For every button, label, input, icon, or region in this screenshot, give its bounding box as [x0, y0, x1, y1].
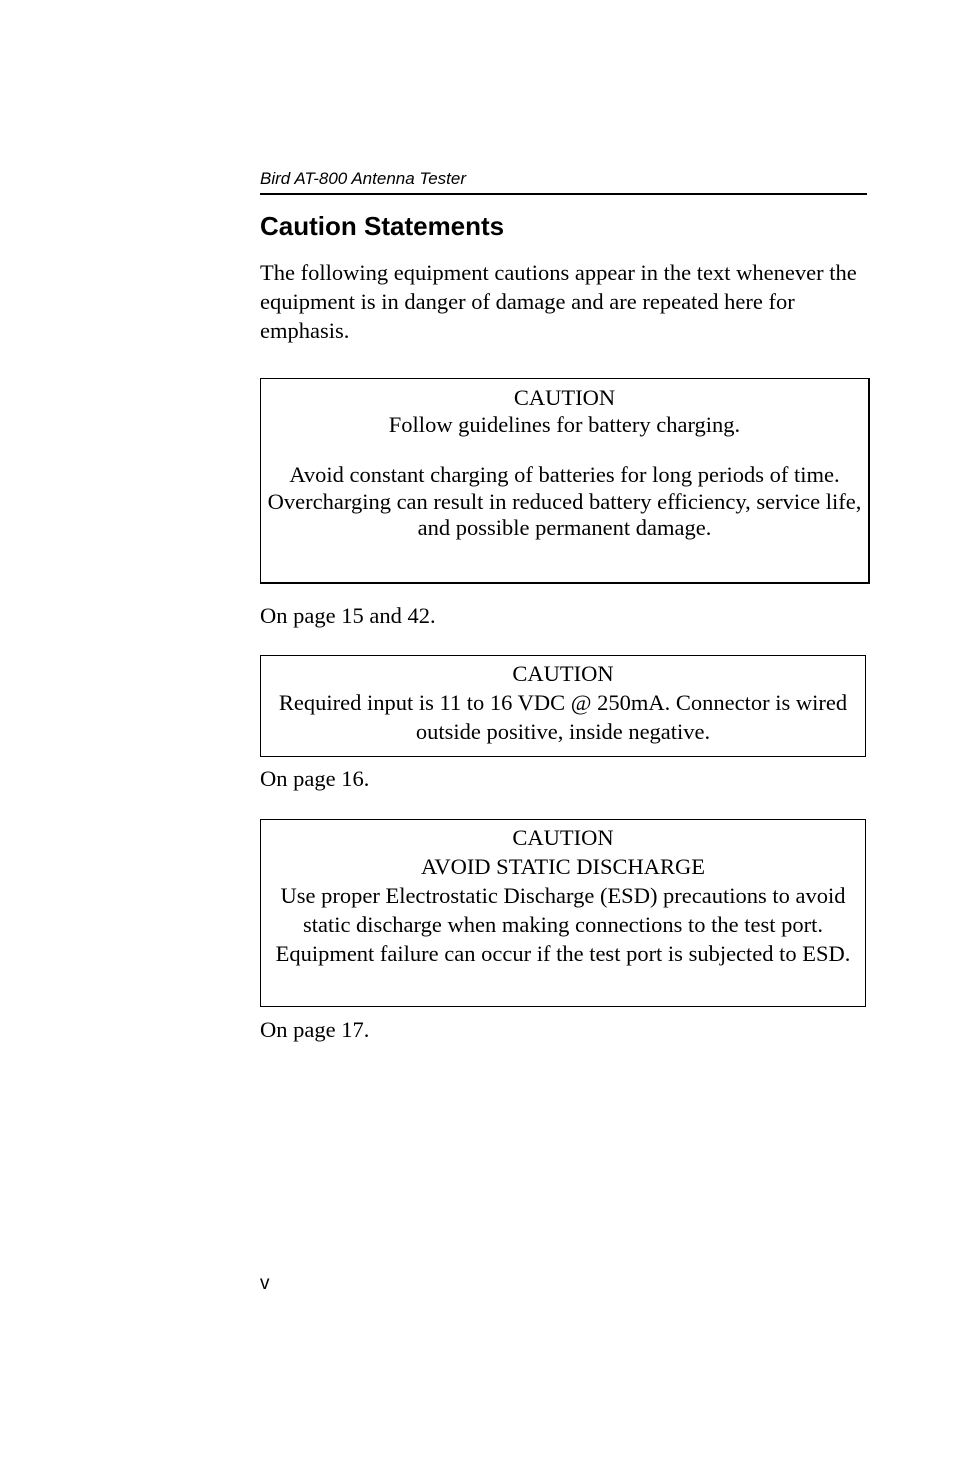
intro-paragraph: The following equipment cautions appear in the text whenever the equipment is in danger of damage and are repeated here for emphasis.	[260, 260, 857, 343]
caution-heading: CAUTION	[512, 825, 614, 850]
section-title: Caution Statements	[260, 211, 505, 241]
header-rule	[260, 193, 867, 195]
running-header: Bird AT-800 Antenna Tester	[260, 169, 467, 188]
caution-box-input-power	[260, 655, 866, 757]
page-number: v	[260, 1273, 270, 1294]
caution-reference: On page 16.	[260, 766, 370, 791]
caution-body: Avoid constant charging of batteries for long periods of time. Overcharging can result in reduced battery efficiency, service life, and possible permanent damage.	[267, 462, 862, 540]
caution-box-battery	[260, 378, 870, 584]
caution-heading: CAUTION	[513, 385, 616, 410]
caution-subheading: AVOID STATIC DISCHARGE	[420, 854, 706, 879]
caution-reference: On page 15 and 42.	[260, 603, 436, 628]
caution-subheading: Follow guidelines for battery charging.	[388, 412, 741, 437]
caution-box-static-discharge	[260, 819, 866, 1007]
caution-reference: On page 17.	[260, 1017, 370, 1042]
caution-body: Use proper Electrostatic Discharge (ESD) precautions to avoid static discharge when making connections to the test port. Equipment failure can occur if the test port is subjected to ESD.	[275, 883, 851, 966]
caution-heading: CAUTION	[512, 661, 614, 686]
caution-body: Required input is 11 to 16 VDC @ 250mA. Connector is wired outside positive, inside negative.	[278, 690, 848, 744]
